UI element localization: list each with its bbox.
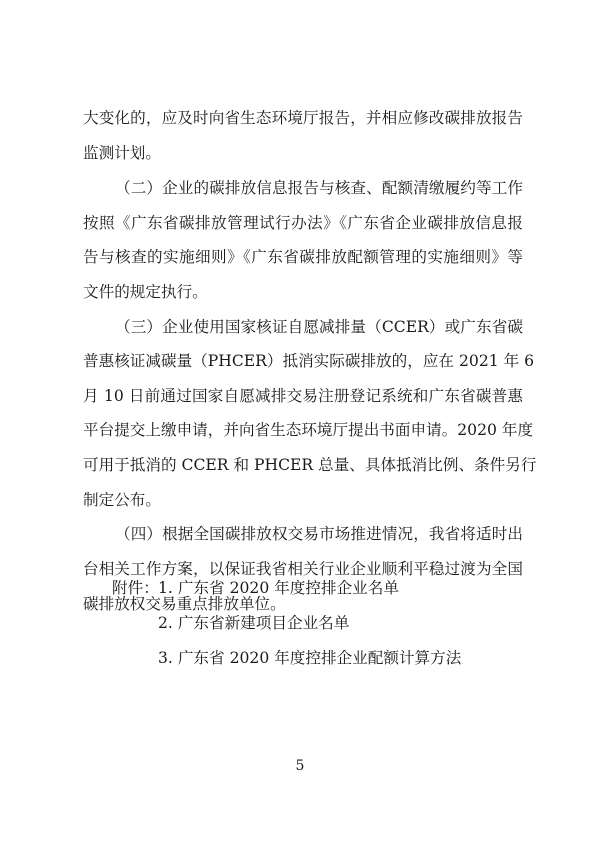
body-line-2: 监测计划。 — [83, 144, 161, 162]
paragraph-4-line-3: 碳排放权交易重点排放单位。 — [83, 595, 286, 613]
paragraph-4-line-1: （四）根据全国碳排放权交易市场推进情况，我省将适时出 — [115, 525, 523, 543]
paragraph-3-line-1: （三）企业使用国家核证自愿减排量（CCER）或广东省碳 — [115, 318, 523, 336]
paragraph-3-line-3: 月 10 日前通过国家自愿减排交易注册登记系统和广东省碳普惠 — [83, 387, 523, 405]
page-number: 5 — [295, 758, 305, 774]
attachment-item-3: 3. 广东省 2020 年度控排企业配额计算方法 — [158, 649, 462, 667]
attachments-label: 附件： — [112, 579, 159, 597]
paragraph-2-line-2: 按照《广东省碳排放管理试行办法》《广东省企业碳排放信息报 — [83, 214, 523, 232]
paragraph-2-line-1: （二）企业的碳排放信息报告与核查、配额清缴履约等工作 — [115, 179, 523, 197]
paragraph-3-line-4: 平台提交上缴申请，并向省生态环境厅提出书面申请。2020 年度 — [83, 421, 534, 439]
paragraph-2-line-3: 告与核查的实施细则》《广东省碳排放配额管理的实施细则》等 — [83, 248, 523, 266]
attachment-item-2: 2. 广东省新建项目企业名单 — [158, 614, 350, 632]
attachment-item-1: 1. 广东省 2020 年度控排企业名单 — [158, 579, 399, 597]
paragraph-3-line-5: 可用于抵消的 CCER 和 PHCER 总量、具体抵消比例、条件另行 — [83, 456, 537, 474]
paragraph-4-line-2: 台相关工作方案，以保证我省相关行业企业顺利平稳过渡为全国 — [83, 560, 523, 578]
paragraph-2-line-4: 文件的规定执行。 — [83, 283, 208, 301]
body-line-1: 大变化的，应及时向省生态环境厅报告，并相应修改碳排放报告 — [83, 109, 523, 127]
paragraph-3-line-6: 制定公布。 — [83, 491, 161, 509]
paragraph-3-line-2: 普惠核证减碳量（PHCER）抵消实际碳排放的，应在 2021 年 6 — [83, 352, 535, 370]
